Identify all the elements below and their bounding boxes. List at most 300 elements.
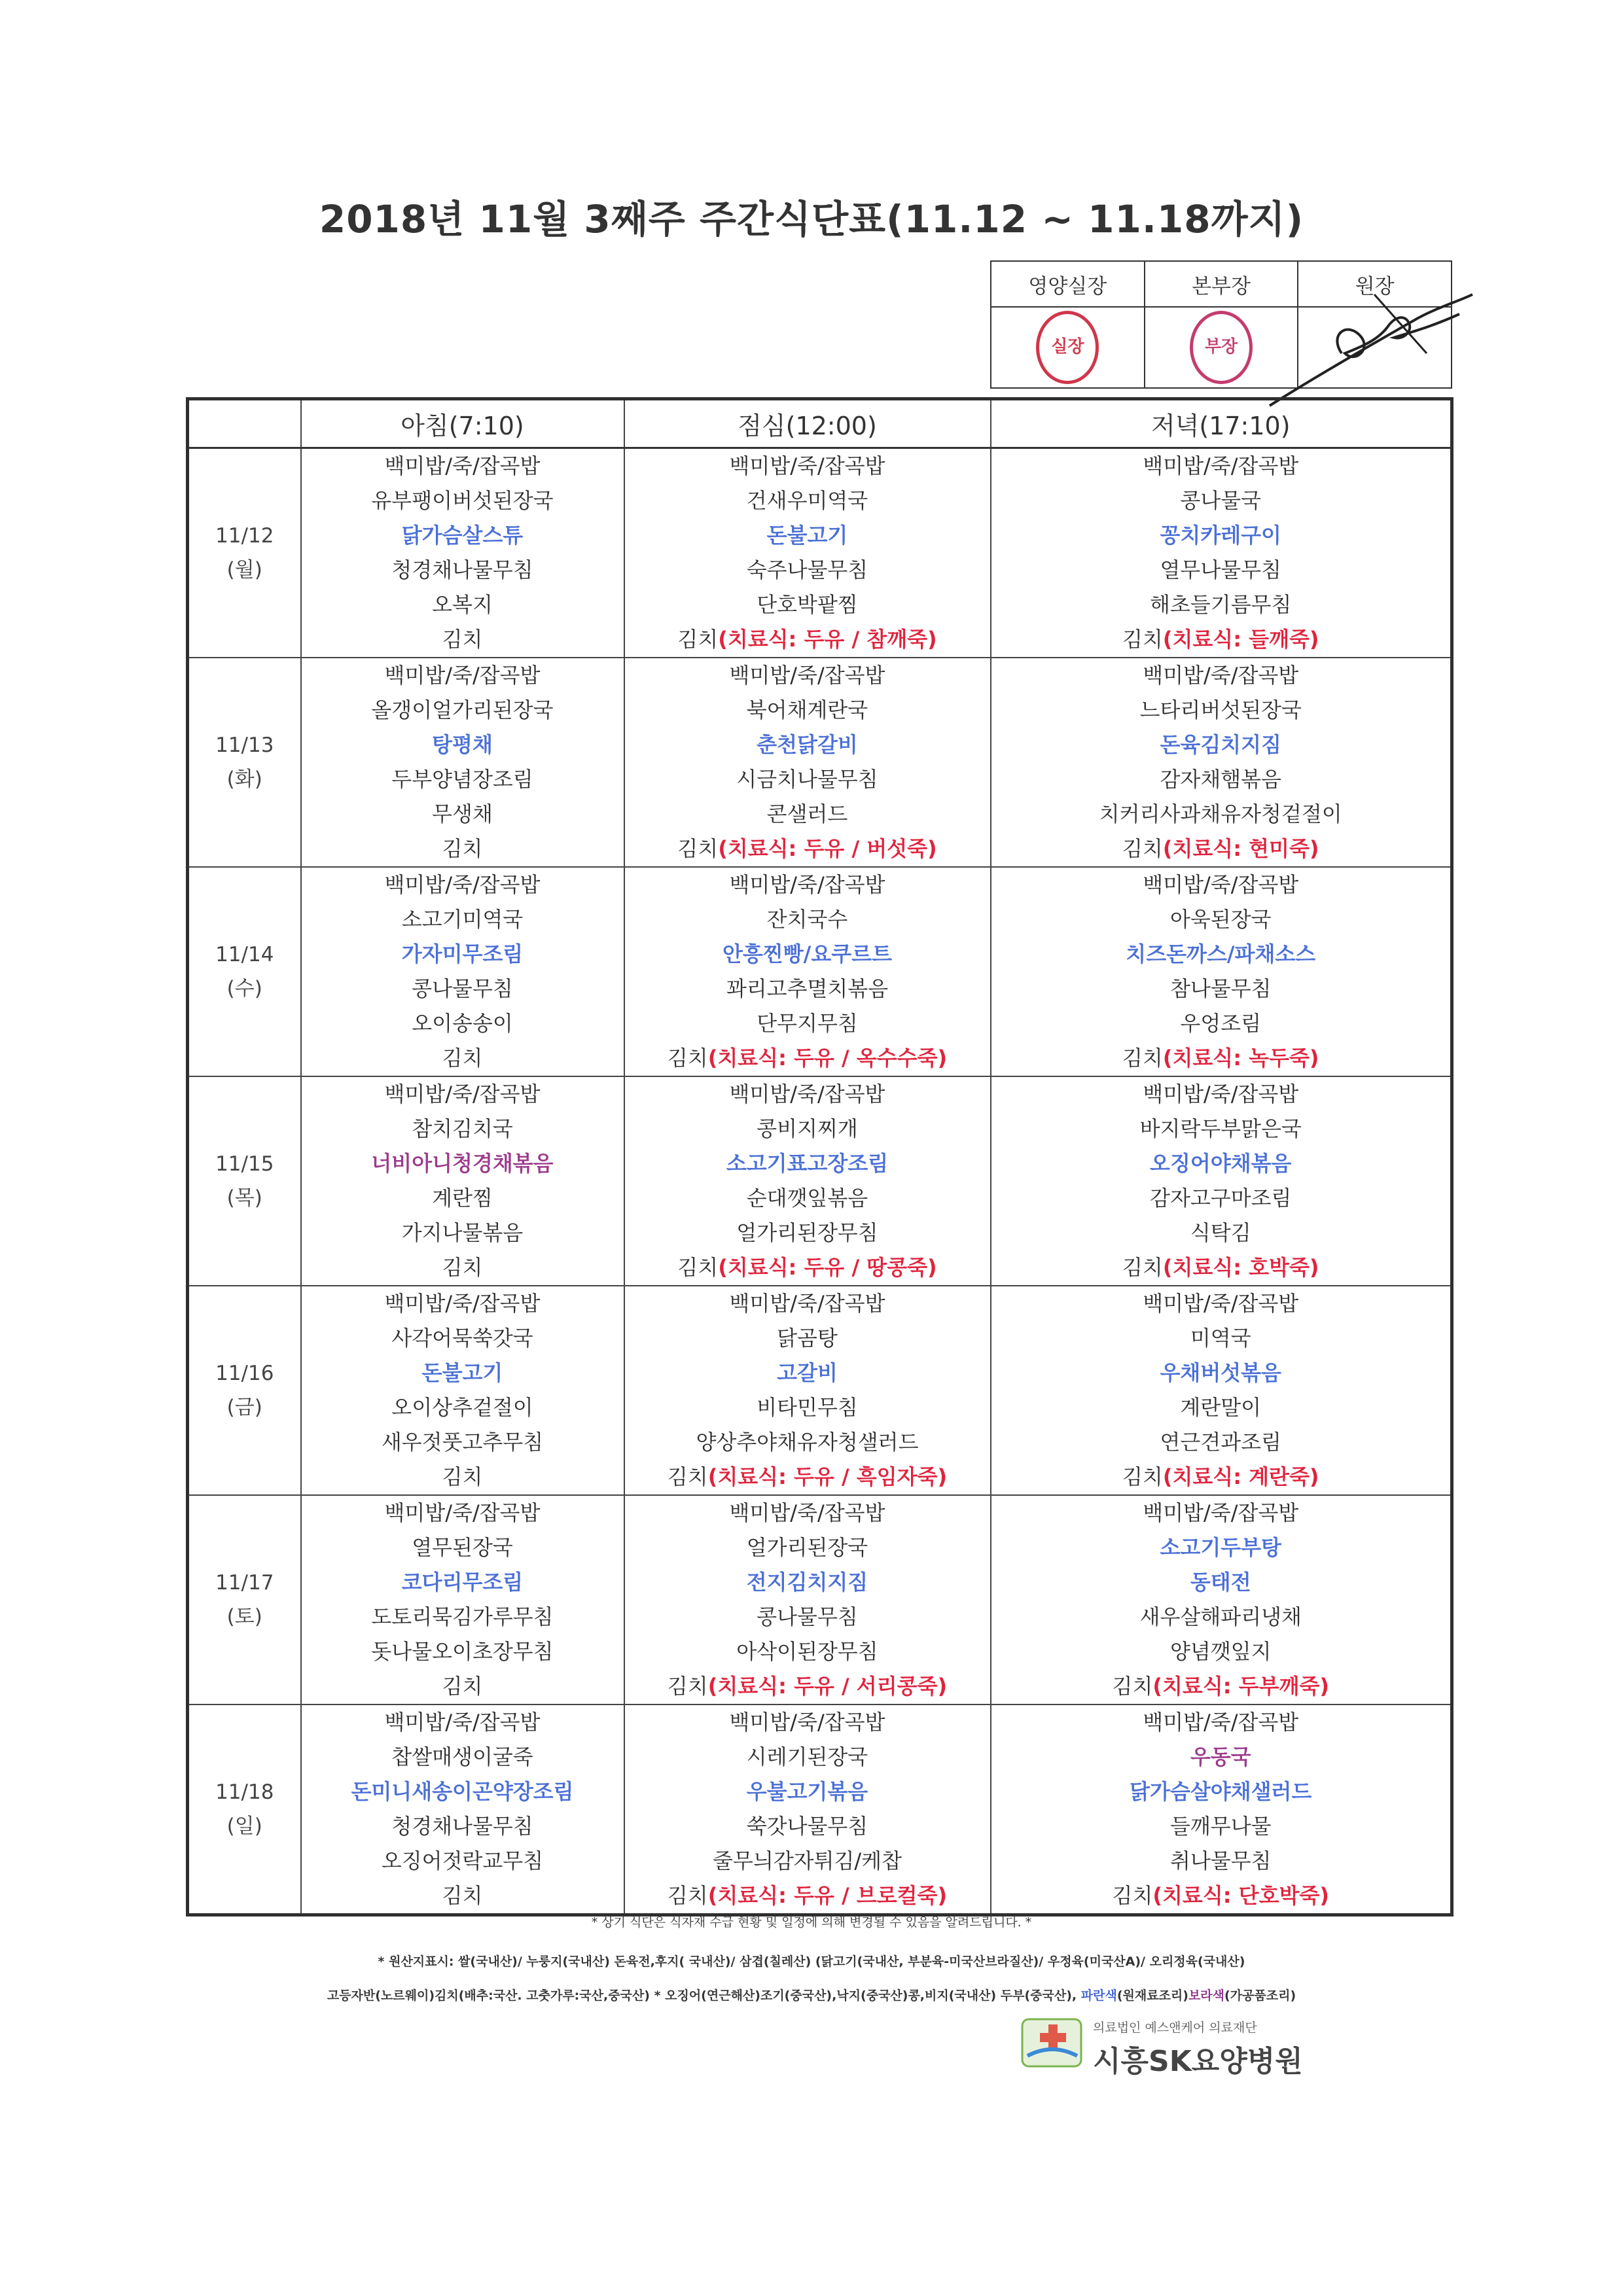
therapy-diet-note: (치료식: 계란죽) <box>1162 1464 1319 1489</box>
menu-item <box>302 1286 624 1321</box>
menu-item <box>302 762 624 797</box>
menu-item-text: 돈불고기 <box>421 1360 503 1385</box>
menu-item-text: 오복지 <box>432 592 493 617</box>
menu-item-text: 코다리무조림 <box>401 1570 524 1595</box>
menu-item-text: 해초들기름무침 <box>1150 592 1292 617</box>
menu-item-text: 김치 <box>1122 1046 1163 1070</box>
menu-item <box>991 972 1451 1006</box>
menu-item <box>625 972 990 1006</box>
menu-item <box>991 797 1451 832</box>
menu-item-text: 참치김치국 <box>412 1116 513 1141</box>
menu-item-text: 치즈돈까스/파채소스 <box>1126 942 1316 966</box>
menu-item <box>625 868 990 902</box>
day-date: 11/12 <box>215 524 274 548</box>
menu-item <box>302 868 624 902</box>
menu-item-text: 백미밥/죽/잡곡밥 <box>1143 453 1299 478</box>
day-date: 11/17 <box>215 1571 274 1595</box>
lunch-cell <box>624 1286 991 1495</box>
menu-item-text: 돈불고기 <box>766 523 848 548</box>
header-lunch: 점심(12:00) <box>624 399 991 448</box>
approval-header-director: 본부장 <box>1145 261 1298 307</box>
day-cell <box>188 867 301 1076</box>
menu-item-text: 백미밥/죽/잡곡밥 <box>1143 1291 1299 1316</box>
menu-item <box>991 484 1451 518</box>
origin-info-text: 고등자반(노르웨이)김치(배추:국산. 고춧가루:국산,중국산) * 오징어(연근해산)조기(중국산),낙지(중국산)콩,비지(국내산) 두부(중국산), <box>327 1988 1081 2003</box>
menu-item <box>302 1530 624 1565</box>
breakfast-cell <box>301 1076 624 1286</box>
menu-item-text: 김치 <box>442 1883 483 1908</box>
menu-item <box>302 693 624 728</box>
menu-item-text: 콩나물무침 <box>412 976 513 1001</box>
menu-item <box>625 658 990 693</box>
menu-item-text: 백미밥/죽/잡곡밥 <box>1143 872 1299 897</box>
therapy-diet-note: (치료식: 단호박죽) <box>1152 1883 1329 1908</box>
menu-item-text: 우엉조림 <box>1180 1011 1262 1036</box>
menu-item-text: 백미밥/죽/잡곡밥 <box>1143 663 1299 688</box>
menu-item-text: 양상추야채유자청샐러드 <box>696 1430 919 1455</box>
lunch-cell <box>624 658 991 867</box>
menu-item-text: 김치 <box>1122 1464 1163 1489</box>
menu-item <box>302 1112 624 1146</box>
legend-blue-desc: (원재료조리) <box>1116 1988 1188 2003</box>
menu-item <box>991 449 1451 484</box>
menu-item <box>302 1879 624 1913</box>
origin-info-line-1: * 원산지표시: 쌀(국내산)/ 누룽지(국내산) 돈육전,후지( 국내산)/ 삼겹(칠레산) (닭고기(국내산, 부분육-미국산브라질산)/ 우정육(미국산A)/ 오리정육(국내산) <box>378 1954 1245 1969</box>
menu-item <box>991 1181 1451 1216</box>
menu-item-text: 동태전 <box>1190 1570 1251 1595</box>
menu-item-text: 아욱된장국 <box>1169 907 1272 932</box>
menu-item-text: 느타리버섯된장국 <box>1139 698 1302 722</box>
menu-item <box>991 1250 1451 1285</box>
day-row <box>188 658 1452 867</box>
menu-item <box>625 762 990 797</box>
change-notice: * 상기 식단은 식자재 수급 현황 및 일정에 의해 변경될 수 있음을 알려드립니다. * <box>591 1915 1032 1930</box>
menu-item-text: 도토리묵김가루무침 <box>371 1604 554 1629</box>
menu-item-text: 오이송송이 <box>412 1011 513 1036</box>
menu-item-text: 청경채나물무침 <box>391 1814 533 1839</box>
menu-item <box>991 588 1451 622</box>
menu-item-text: 식탁김 <box>1190 1220 1251 1245</box>
day-weekday: (월) <box>226 558 262 582</box>
menu-item <box>302 1705 624 1740</box>
menu-item <box>991 553 1451 588</box>
menu-item <box>302 1250 624 1285</box>
menu-item <box>302 449 624 484</box>
menu-item <box>991 658 1451 693</box>
menu-item-text: 백미밥/죽/잡곡밥 <box>384 1291 541 1316</box>
lunch-cell <box>624 448 991 658</box>
menu-item <box>991 1879 1451 1913</box>
menu-item-text: 돈미니새송이곤약장조림 <box>351 1779 574 1804</box>
menu-item <box>625 1775 990 1809</box>
menu-item-text: 김치 <box>677 836 719 861</box>
menu-item-text: 김치 <box>442 836 483 861</box>
menu-item-text: 아삭이된장무침 <box>736 1639 878 1664</box>
menu-item-text: 김치 <box>667 1674 708 1699</box>
hospital-logo-icon <box>1021 2017 1084 2069</box>
menu-item-text: 김치 <box>667 1464 708 1489</box>
menu-item <box>625 1600 990 1634</box>
menu-item-text: 백미밥/죽/잡곡밥 <box>384 1710 541 1735</box>
day-row <box>188 1076 1452 1286</box>
menu-item <box>991 1077 1451 1112</box>
day-date: 11/13 <box>215 733 274 757</box>
approval-header-head: 원장 <box>1298 261 1452 307</box>
menu-item <box>625 1146 990 1181</box>
menu-item-text: 비타민무침 <box>757 1395 858 1420</box>
menu-item-text: 우불고기볶음 <box>746 1779 868 1804</box>
menu-item <box>302 832 624 866</box>
breakfast-cell <box>301 1495 624 1704</box>
dinner-cell <box>991 1704 1452 1915</box>
menu-item <box>991 1006 1451 1041</box>
day-date: 11/15 <box>215 1152 274 1176</box>
day-date: 11/14 <box>215 943 274 966</box>
menu-item <box>625 728 990 762</box>
menu-item-text: 계란찜 <box>432 1186 493 1210</box>
day-weekday: (수) <box>226 977 262 1000</box>
menu-item <box>302 622 624 657</box>
menu-item <box>302 1565 624 1600</box>
day-cell <box>188 1076 301 1286</box>
menu-item <box>991 622 1451 657</box>
menu-item-text: 얼가리된장무침 <box>736 1220 878 1245</box>
menu-item-text: 고갈비 <box>777 1360 838 1385</box>
therapy-diet-note: (치료식: 들깨죽) <box>1162 627 1319 652</box>
menu-item-text: 감자채햄볶음 <box>1160 767 1281 792</box>
menu-item-text: 건새우미역국 <box>746 488 868 513</box>
menu-item <box>625 1530 990 1565</box>
menu-item <box>302 1460 624 1494</box>
menu-item <box>625 797 990 832</box>
hospital-logo-name: 시흥SK요양병원 <box>1093 2045 1303 2078</box>
menu-item-text: 김치 <box>1122 836 1163 861</box>
therapy-diet-note: (치료식: 녹두죽) <box>1162 1046 1319 1070</box>
menu-item-text: 김치 <box>1122 1255 1163 1280</box>
menu-item <box>625 693 990 728</box>
menu-item-text: 시금치나물무침 <box>736 767 878 792</box>
header-breakfast: 아침(7:10) <box>301 399 624 448</box>
menu-item-text: 줄무늬감자튀김/케찹 <box>713 1848 902 1873</box>
day-row <box>188 1286 1452 1495</box>
menu-item <box>991 1286 1451 1321</box>
breakfast-cell <box>301 867 624 1076</box>
menu-item <box>625 1356 990 1390</box>
menu-item <box>991 1775 1451 1809</box>
menu-item-text: 잔치국수 <box>766 907 848 932</box>
menu-item <box>991 1146 1451 1181</box>
menu-item-text: 소고기미역국 <box>401 907 524 932</box>
menu-item <box>991 1740 1451 1775</box>
menu-item-text: 치커리사과채유자청겉절이 <box>1099 802 1342 826</box>
menu-item <box>302 1775 624 1809</box>
menu-item-text: 미역국 <box>1190 1326 1251 1351</box>
approval-sign-nutrition <box>991 307 1145 388</box>
menu-item-text: 얼가리된장국 <box>746 1535 868 1560</box>
menu-item-text: 사각어묵쑥갓국 <box>391 1326 533 1351</box>
menu-item-text: 닭곰탕 <box>777 1326 838 1351</box>
menu-item-text: 콩비지찌개 <box>757 1116 858 1141</box>
menu-item <box>302 518 624 553</box>
menu-item-text: 시레기된장국 <box>746 1744 868 1769</box>
menu-item <box>991 1112 1451 1146</box>
origin-info-line-2 <box>0 1986 1623 2004</box>
menu-item <box>625 1425 990 1460</box>
therapy-diet-note: (치료식: 두유 / 땅콩죽) <box>718 1255 937 1280</box>
therapy-diet-note: (치료식: 두유 / 흑임자죽) <box>707 1464 948 1489</box>
menu-item-text: 김치 <box>442 1046 483 1070</box>
menu-item-text: 소고기표고장조림 <box>726 1151 889 1176</box>
menu-item <box>625 1705 990 1740</box>
menu-item <box>991 693 1451 728</box>
menu-item <box>625 449 990 484</box>
menu-item <box>625 484 990 518</box>
menu-item <box>625 1844 990 1879</box>
dinner-cell <box>991 1286 1452 1495</box>
menu-item-text: 백미밥/죽/잡곡밥 <box>729 453 885 478</box>
menu-item <box>625 937 990 972</box>
therapy-diet-note: (치료식: 두유 / 서리콩죽) <box>707 1674 948 1699</box>
therapy-diet-note: (치료식: 두유 / 브로컬죽) <box>707 1883 948 1908</box>
menu-body <box>188 448 1452 1915</box>
menu-item <box>991 728 1451 762</box>
menu-item-text: 춘천닭갈비 <box>757 732 858 757</box>
menu-item-text: 북어채계란국 <box>746 698 868 722</box>
menu-item-text: 백미밥/죽/잡곡밥 <box>729 1710 885 1735</box>
dinner-cell <box>991 1495 1452 1704</box>
menu-item-text: 김치 <box>667 1883 708 1908</box>
menu-item <box>625 1112 990 1146</box>
day-cell <box>188 448 301 658</box>
day-row <box>188 1495 1452 1704</box>
menu-item-text: 올갱이얼가리된장국 <box>371 698 554 722</box>
dinner-cell <box>991 448 1452 658</box>
menu-item <box>991 868 1451 902</box>
menu-item <box>991 937 1451 972</box>
weekly-menu-table <box>186 397 1454 1916</box>
menu-item <box>302 728 624 762</box>
menu-item-text: 백미밥/죽/잡곡밥 <box>729 1082 885 1106</box>
menu-item <box>302 1390 624 1425</box>
menu-item <box>625 1565 990 1600</box>
menu-item-text: 콩나물국 <box>1180 488 1262 513</box>
menu-item-text: 닭가슴살야채샐러드 <box>1130 1779 1312 1804</box>
menu-item-text: 유부팽이버섯된장국 <box>371 488 554 513</box>
lunch-cell <box>624 1704 991 1915</box>
page-title: 2018년 11월 3째주 주간식단표(11.12 ~ 11.18까지) <box>319 197 1304 241</box>
menu-item <box>625 1041 990 1076</box>
day-row <box>188 867 1452 1076</box>
menu-item <box>991 1356 1451 1390</box>
menu-item-text: 백미밥/죽/잡곡밥 <box>1143 1710 1299 1735</box>
day-row <box>188 448 1452 658</box>
menu-item <box>302 1321 624 1356</box>
menu-item-text: 콘샐러드 <box>766 802 848 826</box>
menu-item <box>625 1460 990 1494</box>
menu-item-text: 새우살해파리냉채 <box>1139 1604 1302 1629</box>
menu-item-text: 백미밥/죽/잡곡밥 <box>729 872 885 897</box>
menu-item-text: 김치 <box>442 1255 483 1280</box>
dinner-cell <box>991 867 1452 1076</box>
menu-item <box>302 1496 624 1530</box>
menu-item-text: 우채버섯볶음 <box>1160 1360 1281 1385</box>
menu-item <box>302 1181 624 1216</box>
dinner-cell <box>991 658 1452 867</box>
menu-item <box>991 1321 1451 1356</box>
menu-item-text: 오징어야채볶음 <box>1150 1151 1292 1176</box>
menu-item <box>302 1077 624 1112</box>
menu-item <box>302 1356 624 1390</box>
menu-item <box>625 1181 990 1216</box>
menu-item <box>625 1250 990 1285</box>
menu-item-text: 단호박팥찜 <box>757 592 858 617</box>
menu-item <box>302 484 624 518</box>
legend-purple-desc: (가공품조리) <box>1224 1988 1296 2003</box>
lunch-cell <box>624 867 991 1076</box>
menu-item-text: 가지나물볶음 <box>401 1220 524 1245</box>
menu-item-text: 김치 <box>667 1046 708 1070</box>
menu-item-text: 계란말이 <box>1180 1395 1262 1420</box>
therapy-diet-note: (치료식: 현미죽) <box>1162 836 1319 861</box>
menu-item-text: 찹쌀매생이굴죽 <box>391 1744 533 1769</box>
menu-item-text: 백미밥/죽/잡곡밥 <box>729 1500 885 1525</box>
menu-item <box>625 1809 990 1844</box>
menu-item-text: 꽁치카레구이 <box>1160 523 1281 548</box>
seal-stamp-icon: 실장 <box>1036 311 1099 384</box>
menu-item <box>625 1077 990 1112</box>
day-weekday: (목) <box>226 1186 262 1210</box>
menu-item-text: 순대깻잎볶음 <box>746 1186 868 1210</box>
menu-item <box>625 1286 990 1321</box>
menu-item <box>302 1425 624 1460</box>
menu-item <box>991 1041 1451 1076</box>
menu-item <box>625 588 990 622</box>
menu-item <box>302 588 624 622</box>
breakfast-cell <box>301 1286 624 1495</box>
lunch-cell <box>624 1076 991 1286</box>
therapy-diet-note: (치료식: 두유 / 옥수수죽) <box>707 1046 948 1070</box>
menu-item <box>991 1496 1451 1530</box>
menu-item-text: 백미밥/죽/잡곡밥 <box>384 453 541 478</box>
menu-item-text: 연근견과조림 <box>1160 1430 1281 1455</box>
menu-item <box>991 1634 1451 1669</box>
therapy-diet-note: (치료식: 호박죽) <box>1162 1255 1319 1280</box>
menu-item <box>625 902 990 937</box>
menu-item-text: 백미밥/죽/잡곡밥 <box>1143 1500 1299 1525</box>
menu-item-text: 새우젓풋고추무침 <box>381 1430 544 1455</box>
menu-item <box>302 797 624 832</box>
menu-item-text: 너비아니청경채볶음 <box>371 1151 554 1176</box>
day-weekday: (화) <box>226 768 262 791</box>
menu-item-text: 꽈리고추멸치볶음 <box>726 976 889 1001</box>
seal-stamp-icon: 부장 <box>1190 311 1253 384</box>
menu-item <box>302 1740 624 1775</box>
header-day <box>188 399 301 448</box>
menu-item <box>302 1216 624 1250</box>
menu-item-text: 무생채 <box>432 802 493 826</box>
menu-item <box>625 1216 990 1250</box>
menu-item <box>302 1041 624 1076</box>
menu-item <box>991 1425 1451 1460</box>
menu-item-text: 돈육김치지짐 <box>1160 732 1281 757</box>
day-weekday: (토) <box>226 1605 262 1629</box>
header-dinner: 저녁(17:10) <box>991 399 1452 448</box>
breakfast-cell <box>301 658 624 867</box>
menu-item-text: 탕평채 <box>432 732 493 757</box>
menu-item-text: 김치 <box>1112 1883 1153 1908</box>
menu-item-text: 백미밥/죽/잡곡밥 <box>384 872 541 897</box>
day-date: 11/18 <box>215 1780 274 1804</box>
menu-item <box>302 1006 624 1041</box>
menu-item <box>625 1634 990 1669</box>
menu-item <box>991 1530 1451 1565</box>
menu-item-text: 김치 <box>677 1255 719 1280</box>
menu-item-text: 김치 <box>442 1674 483 1699</box>
menu-item <box>991 518 1451 553</box>
menu-item <box>991 902 1451 937</box>
menu-item-text: 오징어젓락교무침 <box>381 1848 544 1873</box>
menu-item-text: 오이상추겉절이 <box>391 1395 533 1420</box>
day-weekday: (일) <box>226 1814 262 1838</box>
menu-item <box>302 658 624 693</box>
menu-item-text: 참나물무침 <box>1169 976 1272 1001</box>
menu-item <box>302 1669 624 1704</box>
menu-item-text: 닭가슴살스튜 <box>401 523 524 548</box>
menu-item-text: 단무지무침 <box>757 1011 858 1036</box>
menu-item-text: 안흥찐빵/요쿠르트 <box>722 942 892 966</box>
menu-item <box>991 1809 1451 1844</box>
menu-item <box>991 1565 1451 1600</box>
menu-item-text: 들깨무나물 <box>1169 1814 1272 1839</box>
menu-item-text: 백미밥/죽/잡곡밥 <box>729 1291 885 1316</box>
menu-item-text: 백미밥/죽/잡곡밥 <box>384 1082 541 1106</box>
menu-item-text: 김치 <box>1112 1674 1153 1699</box>
menu-item-text: 소고기두부탕 <box>1160 1535 1281 1560</box>
menu-item <box>991 1669 1451 1704</box>
menu-item <box>302 1146 624 1181</box>
menu-item <box>991 762 1451 797</box>
menu-item <box>625 518 990 553</box>
menu-item <box>991 1844 1451 1879</box>
menu-item-text: 두부양념장조림 <box>391 767 533 792</box>
menu-item-text: 쑥갓나물무침 <box>746 1814 868 1839</box>
menu-item <box>991 832 1451 866</box>
menu-item <box>625 1879 990 1913</box>
hospital-logo-subtitle: 의료법인 예스앤케어 의료재단 <box>1093 2021 1257 2035</box>
day-weekday: (금) <box>226 1396 262 1419</box>
menu-item-text: 바지락두부맑은국 <box>1139 1116 1302 1141</box>
menu-item <box>625 1669 990 1704</box>
approval-header-nutrition: 영양실장 <box>991 261 1145 307</box>
menu-item-text: 가자미무조림 <box>401 942 524 966</box>
therapy-diet-note: (치료식: 두부깨죽) <box>1152 1674 1329 1699</box>
menu-item <box>302 972 624 1006</box>
menu-item-text: 김치 <box>1122 627 1163 652</box>
menu-item-text: 백미밥/죽/잡곡밥 <box>384 1500 541 1525</box>
menu-item <box>302 937 624 972</box>
menu-item-text: 청경채나물무침 <box>391 557 533 582</box>
therapy-diet-note: (치료식: 두유 / 참깨죽) <box>718 627 937 652</box>
menu-item-text: 양념깻잎지 <box>1169 1639 1272 1664</box>
menu-item-text: 김치 <box>677 627 719 652</box>
menu-item-text: 콩나물무침 <box>757 1604 858 1629</box>
lunch-cell <box>624 1495 991 1704</box>
menu-item <box>991 1216 1451 1250</box>
menu-item <box>991 1705 1451 1740</box>
dinner-cell <box>991 1076 1452 1286</box>
menu-item-text: 열무된장국 <box>412 1535 513 1560</box>
menu-item-text: 백미밥/죽/잡곡밥 <box>384 663 541 688</box>
